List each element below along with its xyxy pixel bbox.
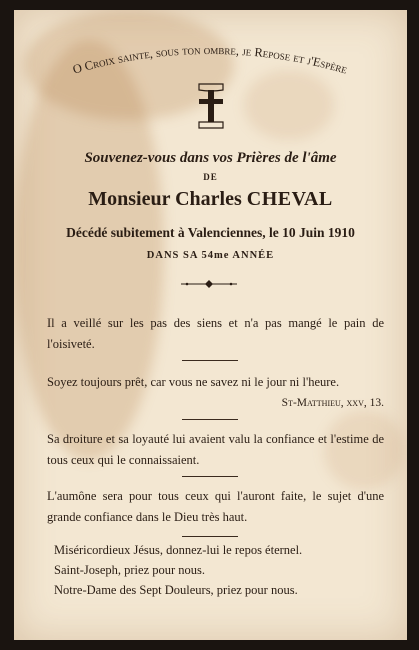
paragraph: Il a veillé sur les pas des siens et n'a pas mangé le pain de l'oisiveté. — [47, 316, 384, 351]
prayer-line: Saint-Joseph, priez pour nous. — [54, 563, 206, 577]
prayer-line: Miséricordieux Jésus, donnez-lui le repos éternel. — [54, 543, 303, 557]
age-line: DANS SA 54me ANNÉE — [146, 250, 275, 261]
divider — [182, 536, 238, 537]
motto-text: O Croix sainte, sous ton ombre, je Repose et j'Espère — [71, 42, 349, 77]
divider — [182, 360, 238, 361]
cross-icon — [193, 82, 229, 130]
paragraph: L'aumône sera pour tous ceux qui l'auront faite, le sujet d'une grande confiance dans le Dieu très haut. — [47, 489, 384, 524]
memorial-card — [14, 10, 407, 640]
divider — [182, 476, 238, 477]
paragraph: Sa droiture et sa loyauté lui avaient valu la confiance et l'estime de tous ceux qui le connaissaient. — [47, 432, 384, 467]
paragraph: Soyez toujours prêt, car vous ne savez ni le jour ni l'heure. — [47, 375, 340, 389]
scripture-reference: St-Matthieu, xxv, 13. — [281, 397, 384, 409]
heading-de: DE — [203, 172, 218, 182]
deceased-name — [14, 188, 407, 211]
name-last: CHEVAL — [246, 188, 333, 210]
ornament-divider — [179, 278, 239, 290]
death-notice: Décédé subitement à Valenciennes, le 10 Juin 1910 — [66, 225, 355, 240]
heading: Souvenez-vous dans vos Prières de l'âme — [84, 150, 337, 166]
name-prefix: Monsieur Charles — [88, 188, 242, 210]
divider — [182, 419, 238, 420]
svg-text:O Croix sainte, sous ton ombre — [71, 43, 349, 77]
paragraph-with-ref — [47, 372, 384, 414]
prayer-line: Notre-Dame des Sept Douleurs, priez pour nous. — [54, 583, 298, 597]
